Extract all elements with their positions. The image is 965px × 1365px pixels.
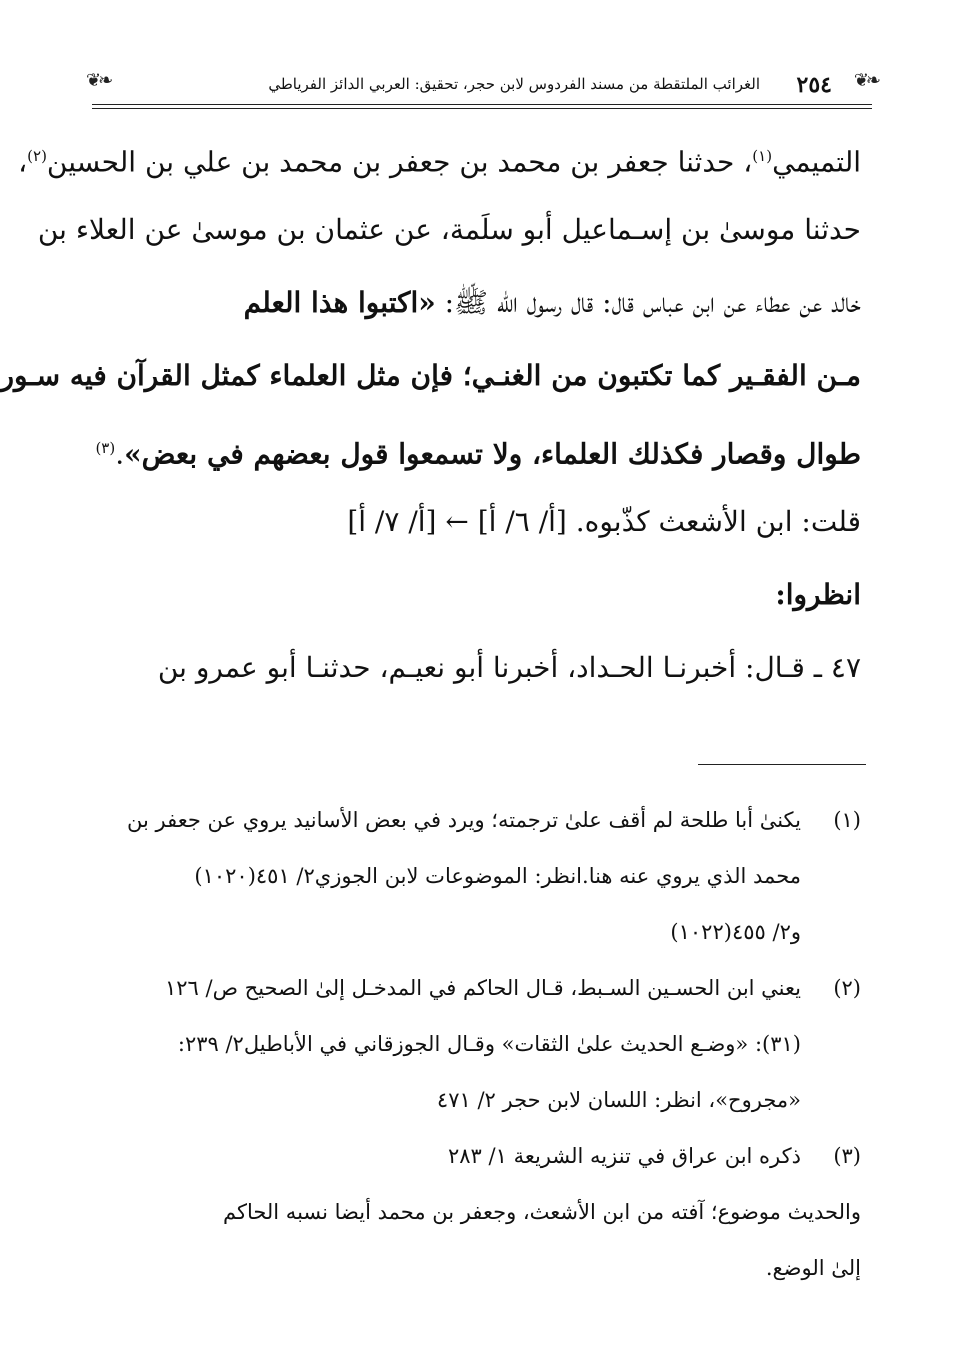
main-text <box>0 120 861 704</box>
footnote-line: والحديث موضوع؛ آفته من ابن الأشعث، وجعفر بن محمد أيضا نسبه الحاكم <box>222 1200 861 1224</box>
footnote-line: (٣١): «وضـع الحديث علىٰ الثقات» وقـال الجوزقاني في الأباطيل٢/ ٢٣٩: <box>177 1032 801 1056</box>
footnote-line: يكنىٰ أبا طلحة لم أقف علىٰ ترجمته؛ ويرد في بعض الأسانيد يروي عن جعفر بن <box>127 808 801 832</box>
text-line-2: حدثنا موسىٰ بن إسـماعيل أبو سلَمة، عن عثمان بن موسىٰ عن العلاء بن <box>37 213 861 246</box>
footnote-number: (٣) <box>833 1144 861 1168</box>
footnote-2 <box>99 960 861 1128</box>
footnote-separator <box>698 764 866 765</box>
page-header <box>86 70 878 114</box>
footnotes <box>99 792 861 1296</box>
footnote-line: إلىٰ الوضع. <box>765 1256 861 1280</box>
footnote-ref-2[interactable]: (٢) <box>27 147 47 165</box>
footnote-line: محمد الذي يروي عنه هنا.انظر: الموضوعات لابن الجوزي٢/ ٤٥١(١٠٢٠) <box>194 864 801 888</box>
footnote-1 <box>99 792 861 960</box>
text-line-8: ٤٧ ـ قـال: أخبرنـا الحـداد، أخبرنا أبو نعيـم، حدثنـا أبو عمرو بن <box>157 651 861 684</box>
footnote-line: «مجروح»، انظر: اللسان لابن حجر ٢/ ٤٧١ <box>436 1088 801 1112</box>
footnote-line: ذكره ابن عراق في تنزيه الشريعة ١/ ٢٨٣ <box>448 1144 801 1168</box>
footnote-3-continuation <box>99 1184 861 1296</box>
text-line-6: قلت: ابن الأشعث كذّبوه. [أ/ ٦/ أ] ← [أ/ ٧/ أ] <box>347 505 861 538</box>
text-line-5: طوال وقصار فكذلك العلماء، ولا تسمعوا قول بعضهم في بعض».$^{(٣)}$ <box>95 437 861 471</box>
header-rule <box>92 104 872 105</box>
ornament-right-icon: ❦❧ <box>853 70 878 91</box>
footnote-ref-1[interactable]: (١) <box>752 147 773 165</box>
section-heading: انظروا: <box>775 578 861 611</box>
footnote-number: (١) <box>833 808 861 832</box>
text-line-1: التميمي$^{(١)}$، حدثنا جعفر بن محمد بن جعفر بن محمد بن علي بن الحسين$^{(٢)}$، <box>18 145 861 179</box>
running-title: الغرائب الملتقطة من مسند الفردوس لابن حجر، تحقيق: العربي الدائز الفرياطي <box>268 75 760 93</box>
ornament-left-icon: ❦❧ <box>86 70 111 91</box>
footnote-3 <box>99 1128 861 1184</box>
hadith-quote-start: «اكتبوا هذا العلم <box>243 286 436 319</box>
page-number: ٢٥٤ <box>796 72 832 98</box>
footnote-line: يعني ابن الحسـين السـبط، قـال الحاكم في المدخـل إلىٰ الصحيح ص/ ١٢٦ <box>165 976 801 1000</box>
header-rule-double <box>92 108 872 109</box>
footnote-line: و٢/ ٤٥٥(١٠٢٢) <box>670 920 801 944</box>
footnote-ref-3[interactable]: (٣) <box>95 439 116 457</box>
footnote-number: (٢) <box>833 976 861 1000</box>
text-line-3: خالد عن عطاء عن ابن عباس قال: قال رسول الله ﷺ: «اكتبوا هذا العلم <box>243 286 861 319</box>
text-line-4: مـن الفقـير كما تكتبون من الغنـي؛ فإن مثل العلماء كمثل القرآن فيه سـور <box>0 359 861 392</box>
